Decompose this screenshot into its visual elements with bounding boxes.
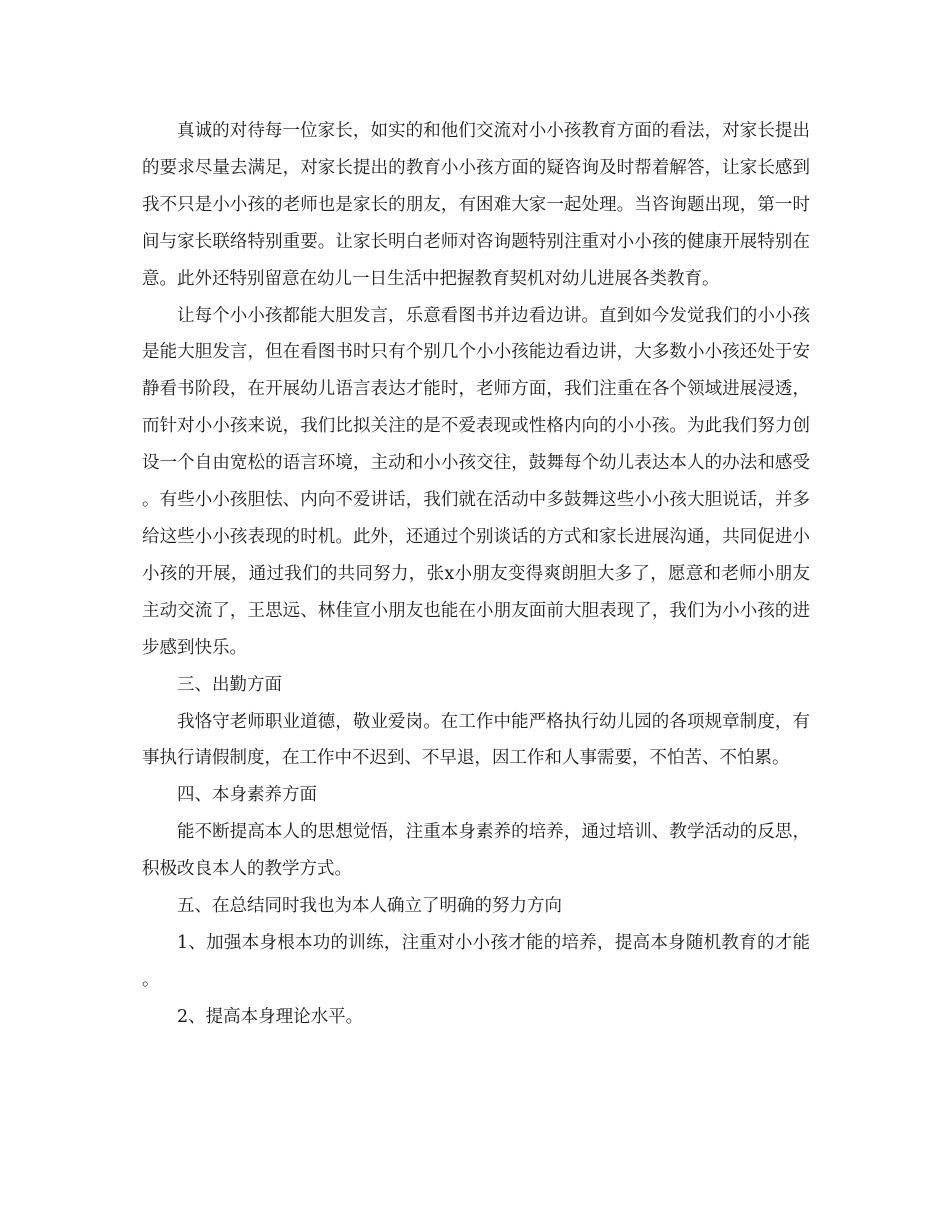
paragraph-language-expression: 让每个小小孩都能大胆发言，乐意看图书并边看边讲。直到如今发觉我们的小小孩是能大胆发言，但在看图书时只有个别几个小小孩能边看边讲，大多数小小孩还处于安静看书阶段，在开展幼儿语言表达才能时，老师方面，我们注重在各个领域进展浸透，而针对小小孩来说，我们比拟关注的是不爱表现或性格内向的小小孩。为此我们努力创设一个自由宽松的语言环境，主动和小小孩交往，鼓舞每个幼儿表达本人的办法和感受。有些小小孩胆怯、内向不爱讲话，我们就在活动中多鼓舞这些小小孩大胆说话，并多给这些小小孩表现的时机。此外，还通过个别谈话的方式和家长进展沟通，共同促进小小孩的开展，通过我们的共同努力，张x小朋友变得爽朗胆大多了，愿意和老师小朋友主动交流了，王思远、林佳宣小朋友也能在小朋友面前大胆表现了，我们为小小孩的进步感到快乐。 — [142, 305, 810, 658]
list-item-1: 1、加强本身根本功的训练，注重对小小孩才能的培养，提高本身随机教育的才能。 — [142, 932, 810, 990]
document-body — [142, 113, 810, 1036]
paragraph-attendance: 我恪守老师职业道德，敬业爱岗。在工作中能严格执行幼儿园的各项规章制度，有事执行请假制度，在工作中不迟到、不早退，因工作和人事需要，不怕苦、不怕累。 — [142, 711, 810, 769]
list-item-2: 2、提高本身理论水平。 — [177, 1006, 364, 1027]
paragraph-parent-communication: 真诚的对待每一位家长，如实的和他们交流对小小孩教育方面的看法，对家长提出的要求尽量去满足，对家长提出的教育小小孩方面的疑咨询及时帮着解答，让家长感到我不只是小小孩的老师也是家长的朋友，有困难大家一起处理。当咨询题出现，第一时间与家长联络特别重要。让家长明白老师对咨询题特别注重对小小孩的健康开展特别在意。此外还特别留意在幼儿一日生活中把握教育契机对幼儿进展各类教育。 — [142, 121, 810, 289]
section-heading-direction: 五、在总结同时我也为本人确立了明确的努力方向 — [177, 896, 562, 917]
section-heading-attendance: 三、出勤方面 — [177, 674, 282, 695]
paragraph-self-quality: 能不断提高本人的思想觉悟，注重本身素养的培养，通过培训、教学活动的反思，积极改良本人的教学方式。 — [142, 822, 810, 880]
section-heading-self-quality: 四、本身素养方面 — [177, 785, 317, 806]
